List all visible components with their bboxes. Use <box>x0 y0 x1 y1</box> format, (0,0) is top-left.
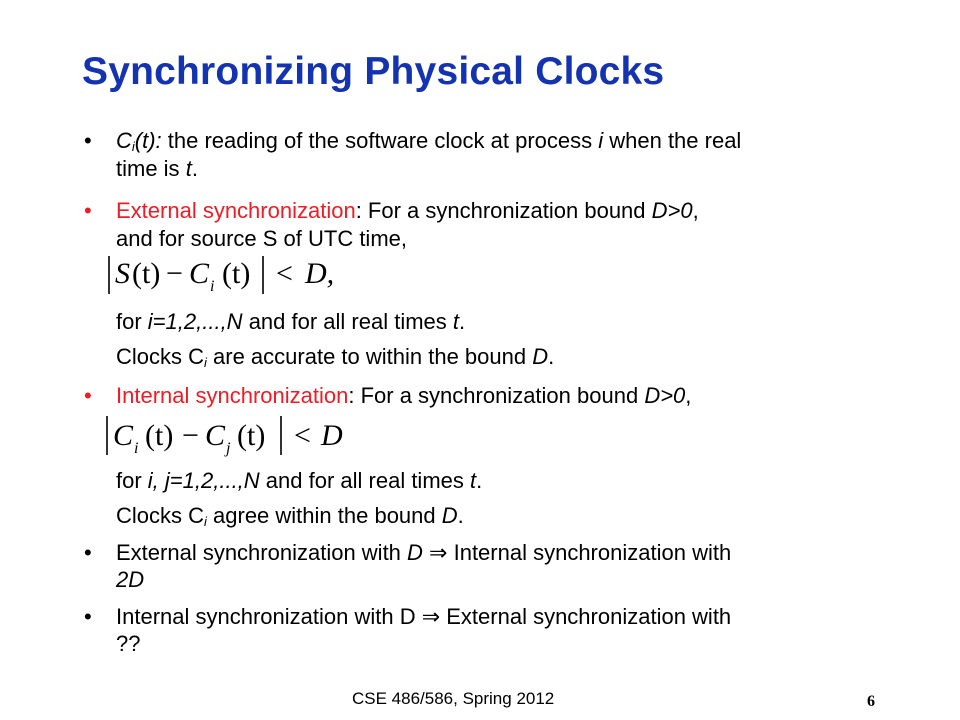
svg-text:C: C <box>205 419 226 452</box>
svg-text:(t): (t) <box>222 257 251 290</box>
bullet-1-line-1: $C_i(t)$: the reading of the software clock at process i when the real <box>116 128 742 154</box>
bullet-5-line-1: Internal synchronization with D ⇒ External synchronization with <box>116 604 732 630</box>
slide-title: Synchronizing Physical Clocks <box>82 50 665 93</box>
svg-text:(t): (t) <box>237 419 266 452</box>
external-sync-formula <box>106 252 386 300</box>
page-number: 6 <box>867 693 875 710</box>
bullet-dot: • <box>84 198 92 223</box>
bullet-5-line-2: ?? <box>116 631 141 656</box>
footer-course: CSE 486/586, Spring 2012 <box>352 689 555 708</box>
bullet-2-line-4: for i=1,2,...,N and for all real times t. <box>116 309 466 334</box>
svg-text:<: < <box>276 257 293 290</box>
bullet-3-line-3: for i, j=1,2,...,N and for all real times t. <box>116 468 483 493</box>
bullet-2-line-5: Clocks $C_i$ are accurate to within the bound D. <box>116 344 555 370</box>
bullet-dot: • <box>84 383 92 408</box>
bullet-dot: • <box>84 540 92 565</box>
bullet-4-line-1: External synchronization with D ⇒ Internal synchronization with <box>116 540 732 566</box>
svg-text:−: − <box>182 419 199 452</box>
svg-text:C: C <box>189 257 210 290</box>
bullet-2-line-1: External synchronization: For a synchronization bound D>0, <box>116 198 699 223</box>
svg-text:(t): (t) <box>132 257 161 290</box>
bullet-dot: • <box>84 128 92 153</box>
bullet-3-line-1: Internal synchronization: For a synchronization bound D>0, <box>116 383 692 408</box>
bullet-1-line-2: time is t. <box>116 156 198 181</box>
bullet-2-line-2: and for source S of UTC time, <box>116 226 407 251</box>
svg-text:C: C <box>113 419 134 452</box>
svg-text:i: i <box>134 440 139 457</box>
internal-sync-formula <box>104 411 384 459</box>
bullet-4-line-2: 2D <box>116 567 145 592</box>
bullet-3-line-4: Clocks $C_i$ agree within the bound D. <box>116 503 464 529</box>
bullet-dot: • <box>84 604 92 629</box>
svg-text:j: j <box>226 440 231 457</box>
implies-arrow-icon: ⇒ <box>421 605 441 630</box>
svg-text:S: S <box>115 257 130 290</box>
svg-text:−: − <box>166 257 183 290</box>
implies-arrow-icon: ⇒ <box>429 541 448 566</box>
svg-text:<: < <box>294 419 311 452</box>
svg-text:i: i <box>210 278 215 295</box>
svg-text:D,: D, <box>305 257 335 290</box>
svg-text:D: D <box>321 419 343 452</box>
svg-text:(t): (t) <box>145 419 174 452</box>
